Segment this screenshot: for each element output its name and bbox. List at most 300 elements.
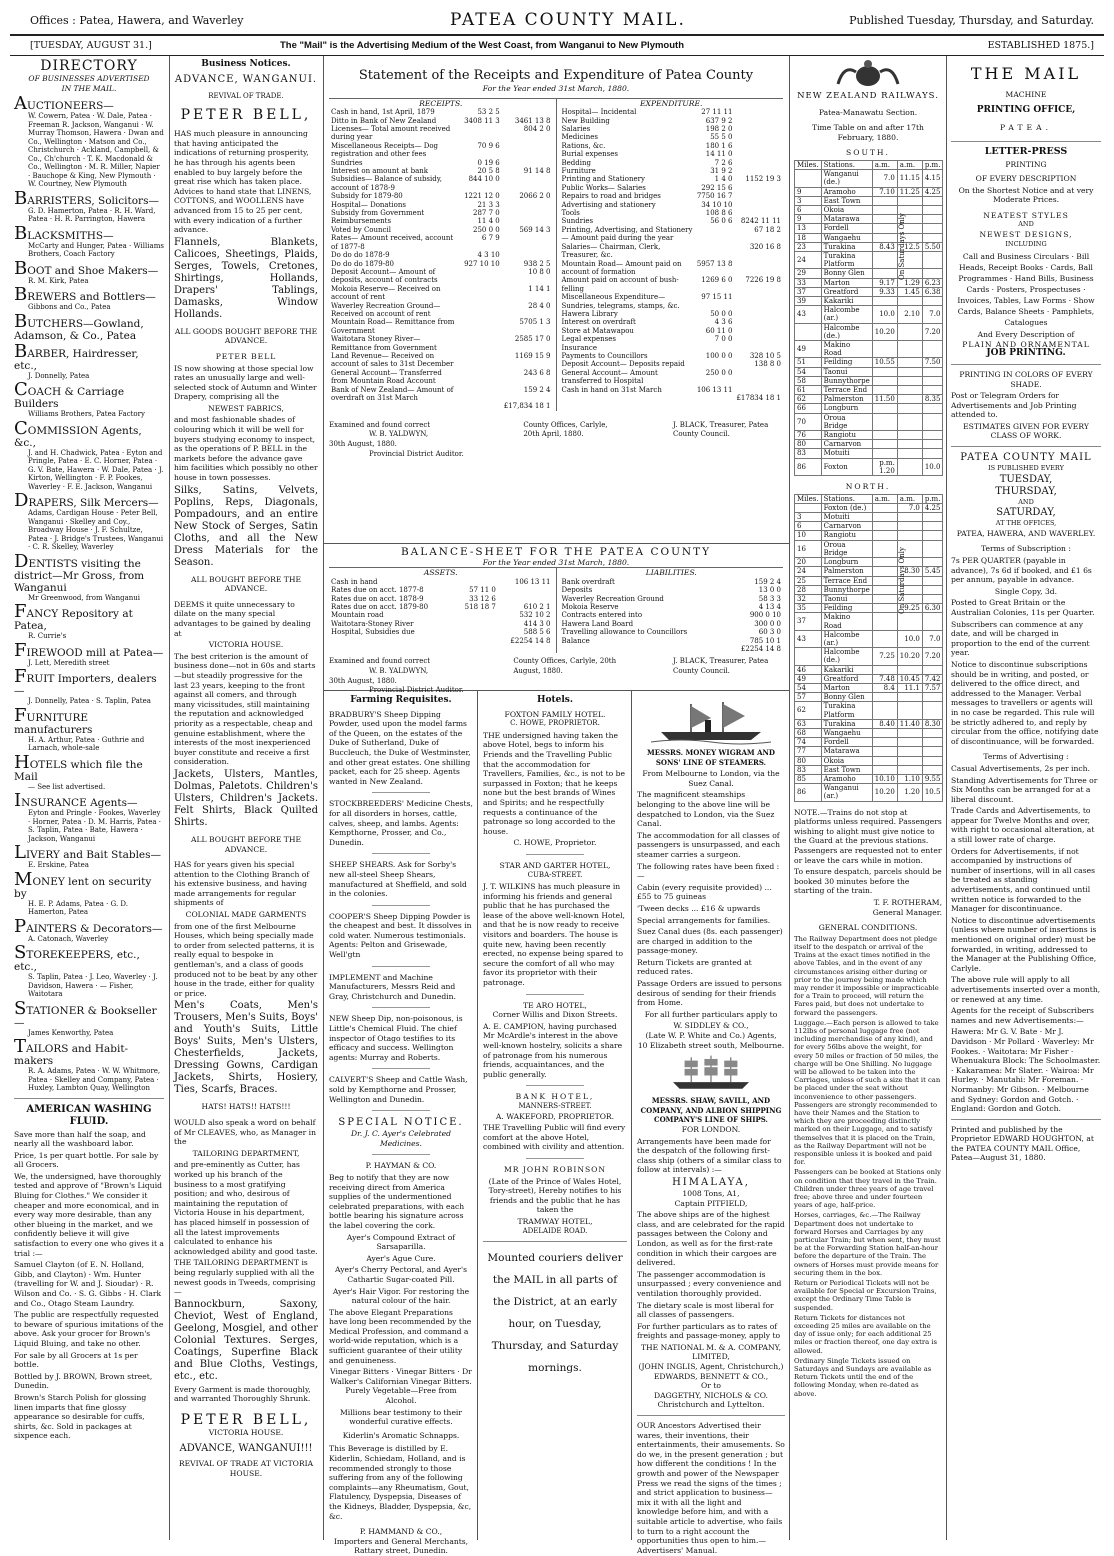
expenditure-row <box>560 175 784 183</box>
timetable-column-label: Miles. <box>795 160 822 169</box>
amount <box>734 184 783 192</box>
amount <box>734 209 783 217</box>
directory-heading <box>14 490 164 511</box>
foxton-text: THE undersigned having taken the above Hotel, begs to inform his Friends and the Travelling Public that the accommodation for Travellers, Families, &c., is not to be surpassed in Foxton; that he keeps none but the best brands of Wines and Spirits; and he respectfully requests a continuance of the patronage so long accorded to the house. <box>483 730 626 836</box>
timetable-cell: 10.20 <box>897 648 922 665</box>
amount: 300 0 0 <box>754 619 781 628</box>
timetable-cell <box>872 431 897 440</box>
shaw-savill-heading: MESSRS. SHAW, SAVILL, AND COMPANY, AND ALBION SHIPPING COMPANY'S LINE OF SHIPS. <box>640 1096 782 1125</box>
amount: 97 15 11 <box>701 293 733 302</box>
amount <box>734 201 783 209</box>
timetable-row <box>795 719 943 728</box>
directory-heading-text: UTCHERS—Gowland, Adamson, & Co., Patea <box>14 317 144 342</box>
passage-orders: Passage Orders are issued to persons desirous of sending for their friends from Home. <box>637 979 782 1008</box>
sailing-ship-illustration <box>651 1054 771 1092</box>
expenditure-row <box>560 276 784 293</box>
amount <box>498 595 553 603</box>
amount: 138 8 0 <box>754 360 781 369</box>
drop-initial: F <box>14 704 27 726</box>
hotels-column <box>483 694 627 1538</box>
divider <box>372 1154 430 1155</box>
timetable-cell <box>872 440 897 449</box>
amount <box>454 620 498 628</box>
amount: 569 14 3 <box>519 225 551 234</box>
robinson-heading: MR JOHN ROBINSON <box>503 1164 607 1174</box>
divider <box>526 1158 584 1159</box>
amount <box>734 344 783 352</box>
timetable-row <box>795 386 943 395</box>
timetable-cell: 10.55 <box>872 358 897 367</box>
amount <box>734 142 783 150</box>
newest-designs: NEWEST DESIGNS, <box>979 229 1073 239</box>
line-item: Land Revenue— Received on account of sales to 31st December <box>331 351 454 369</box>
directory-entry <box>14 666 164 706</box>
timetable-row <box>795 665 943 674</box>
directory-entry <box>14 257 164 286</box>
timetable-cell: 10.5 <box>922 784 943 801</box>
timetable-cell: 23 <box>795 242 822 251</box>
timetable-cell: 76 <box>795 431 822 440</box>
timetable-row <box>795 738 943 747</box>
line-item: Waitotara-Stoney River <box>331 619 414 628</box>
ayer-heading: Dr. J. C. Ayer's Celebrated Medicines. <box>350 1129 451 1148</box>
timetable-cell <box>872 376 897 385</box>
amount <box>462 318 502 335</box>
line-item: Licenses— Total amount received during year <box>331 125 451 142</box>
divider <box>372 792 430 793</box>
timetable-cell: 11.25 <box>897 187 922 196</box>
timetable-cell <box>922 558 943 567</box>
line-item: Rates due on acct. 1879-80 <box>331 603 429 611</box>
timetable-cell: 7.10 <box>872 187 897 196</box>
receipt-row <box>329 125 553 142</box>
directory-entry <box>14 284 164 312</box>
fluid-paragraph: We, the undersigned, have thoroughly tested and approve of "Brown's Liquid Bluing for Clothes." We consider it cheaper and more economical, and in every way more desirable, than any other blueing in the market, and we confidently believe it will give satisfaction to every one who gives it a trial :— <box>14 1171 164 1258</box>
drop-initial: M <box>14 868 33 890</box>
drop-initial: A <box>14 93 27 114</box>
line-item: Reimbursements <box>331 217 392 226</box>
station-name: Palmerston <box>821 395 872 404</box>
amount: 159 2 4 <box>523 385 551 394</box>
colonial-garments: COLONIAL MADE GARMENTS <box>185 910 307 920</box>
sidley-name: W. SIDDLEY & CO., <box>673 1021 749 1031</box>
directory-names: — See list advertised. <box>28 782 106 791</box>
directory-heading-text: OTELS which file the Mail <box>14 758 143 783</box>
receipt-row <box>329 159 553 167</box>
line-item <box>560 394 695 402</box>
amount: 50 0 0 <box>710 309 733 318</box>
divider <box>372 966 430 967</box>
directory-heading <box>14 942 164 973</box>
station-name: Halcombe (ar.) <box>821 306 872 323</box>
timetable-cell <box>897 449 922 458</box>
amount <box>734 150 783 158</box>
balance-period: For the Year ended 31st March, 1880. <box>482 557 630 567</box>
line-item: Burial expenses <box>561 150 618 159</box>
daggethy-nichols: DAGGETHY, NICHOLS & CO. <box>654 1390 768 1400</box>
amount <box>734 192 783 200</box>
directory-entry <box>14 751 164 792</box>
south-heading: SOUTH. <box>846 148 890 158</box>
hayman-text: Beg to notify that they are now receiving direct from America supplies of the undermentioned celebrated preparations, with each bottle bearing his signature across the label covering the cork. <box>329 1172 465 1230</box>
directory-names: G. D. Hamerton, Patea · R. H. Ward, Patea · H. R. Parrington, Hawera <box>28 206 156 223</box>
timetable-cell: 1.10 <box>897 774 922 783</box>
timetable-cell <box>922 269 943 278</box>
line-item: Mokoia Reserve— Received on account of rent <box>331 284 441 302</box>
goods-list-5: Bannockburn, Saxony, Cheviot, West of England, Geelong, Mosgiel, and other Colonial Textures. Serges, Coatings, Superfine Black and Blue Cloths, Vestings, etc., etc. <box>174 1298 318 1382</box>
station-name: Foxton (de.) <box>821 503 872 512</box>
timetable-cell: 58 <box>795 376 822 385</box>
timetable-cell <box>922 431 943 440</box>
timetable-cell: 80 <box>795 440 822 449</box>
station-name: Turakina <box>821 719 872 728</box>
liability-row <box>560 595 784 603</box>
timetable-cell <box>897 341 922 358</box>
manager-name: T. F. ROTHERAM, <box>873 897 942 907</box>
timetable-cell: 9.25 <box>897 604 922 613</box>
amount: 13 0 0 <box>758 586 781 595</box>
amount <box>454 611 498 619</box>
line-item: Advertising and stationery <box>561 200 656 209</box>
farming-ad: NEW Sheep Dip, non-poisonous, is Little's Chemical Fluid. The chief inspector of Otago testifies to its efficacy and success. Wellington agents: Murray and Roberts. <box>329 1014 463 1062</box>
mail-machine: MACHINE <box>1005 90 1047 99</box>
asset-row <box>329 586 553 594</box>
amount <box>734 159 783 167</box>
line-item: Payments to Councillors <box>561 351 648 360</box>
north-heading: NORTH. <box>845 482 891 492</box>
every-description: OF EVERY DESCRIPTION <box>975 173 1077 183</box>
timetable-cell: 10 <box>795 531 822 540</box>
timetable-row <box>795 702 943 719</box>
timetable-cell: 43 <box>795 306 822 323</box>
directory-heading-text: ENTISTS visiting the district—Mr Gross, from Wanganui <box>14 557 145 594</box>
station-name: East Town <box>821 765 872 774</box>
amount: 10 8 0 <box>528 267 551 276</box>
amount <box>498 586 553 594</box>
station-name: East Town <box>821 196 872 205</box>
condition-paragraph: Ordinary Single Tickets issued on Saturdays and Sundays are available as Return Tickets until the end of the following Monday, when re-dated as above. <box>794 1356 932 1398</box>
printing-list: Call and Business Circulars · Bill Heads, Receipt Books · Cards, Ball Programmes · Hand Bills, Business Cards · Posters, Prospectuses · Invoices, Tables, Law Forms · Show Cards, Balance Sheets · Pamphlets, Catalogues <box>957 252 1095 328</box>
timetable-cell <box>897 613 922 630</box>
timetable-column-label: a.m. <box>872 494 897 503</box>
receipt-row <box>329 117 553 125</box>
tramway-location: ADELAIDE ROAD. <box>522 1226 588 1235</box>
amount <box>454 578 498 586</box>
timetable-column-label: a.m. <box>872 160 897 169</box>
statement-period: For the Year ended 31st March, 1880. <box>482 84 630 93</box>
nma-company: THE NATIONAL M. & A. COMPANY, LIMITED, <box>640 1342 782 1362</box>
amount <box>734 369 783 386</box>
timetable-cell <box>922 513 943 522</box>
audit-date: 30th August, 1880. <box>329 440 397 448</box>
fluid-ad <box>14 1130 164 1441</box>
timetable-row <box>795 683 943 692</box>
notice-note: Notice to discontinue advertisements (unless where number of insertions is mentioned on original order) must be forwarded, in writing, addressed to the Manager at the Publishing Office, Carlyle. <box>951 915 1097 973</box>
timetable-row <box>795 503 943 512</box>
saturday-only-note: On Saturdays Only <box>898 212 906 280</box>
timetable-cell: 83 <box>795 449 822 458</box>
drop-initial: D <box>14 490 29 511</box>
line-item: Furniture <box>561 167 596 176</box>
south-timetable-wrap <box>794 160 942 476</box>
amount: 900 0 10 <box>749 611 781 620</box>
line-item: Mountain Road— Remittance from Government <box>331 318 455 335</box>
timetable-cell <box>872 630 897 647</box>
fashion-text: and most fashionable shades of colouring which it will be well for buyers studying economy to inspect, as the operations of P. BELL in the markets before the advance gave him facilities which possibly no other house in town possesses. <box>174 415 318 483</box>
station-name: Greatford <box>821 287 872 296</box>
line-item: Mountain road <box>331 611 384 620</box>
liability-row <box>560 586 784 594</box>
line-item: General Account— Transferred from Mountain Road Account <box>331 368 442 386</box>
amount: 518 18 7 <box>464 603 496 611</box>
station-name: Foxton <box>821 458 872 475</box>
amount: 328 10 5 <box>749 351 781 360</box>
divider <box>14 1098 164 1099</box>
shortest-notice: On the Shortest Notice and at very Moderate Prices. <box>958 185 1094 205</box>
expenditure-row <box>560 201 784 209</box>
statement-signatures <box>329 421 783 459</box>
amount: 532 10 2 <box>519 611 551 620</box>
foxton-proprietor: C. HOWE, PROPRIETOR. <box>510 719 600 728</box>
daggethy-address: Christchurch and Lyttelton. <box>657 1400 765 1410</box>
timetable-row <box>795 196 943 205</box>
receipt-row <box>329 260 553 268</box>
receipt-row <box>329 285 553 302</box>
amount: 1 14 1 <box>528 284 551 293</box>
colors-notice: PRINTING IN COLORS OF EVERY SHADE. <box>959 369 1093 389</box>
timetable-row <box>795 774 943 783</box>
timetable-cell: 85 <box>795 774 822 783</box>
line-item: General Account— Amount transferred to Hospital <box>561 368 658 386</box>
liability-row <box>560 603 784 611</box>
timetable-cell <box>872 205 897 214</box>
directory-names: J. Donnelly, Patea · S. Taplin, Patea <box>28 697 151 705</box>
directory-column <box>14 58 164 1538</box>
timetable-cell: 37 <box>795 613 822 630</box>
amount: 180 1 6 <box>705 141 733 150</box>
timetable-cell <box>922 404 943 413</box>
directory-names: R. M. Kirk, Patea <box>28 276 89 285</box>
directory-heading <box>14 751 164 783</box>
timetable-cell: 77 <box>795 747 822 756</box>
line-item: Printing, Advertising, and Stationery— Amount paid during the year <box>561 225 693 243</box>
timetable-cell <box>872 604 897 613</box>
fluid-paragraph: Bottled by J. BROWN, Brown street, Dunedin. <box>14 1371 153 1391</box>
timetable-cell: 8.35 <box>922 395 943 404</box>
expenditure-row <box>560 344 784 352</box>
directory-names: R. A. Adams, Patea · W. W. Whitmore, Patea · Skelley and Company, Patea · Huxley, Lambton Quay, Wellington <box>28 1067 161 1092</box>
line-item: Bank of New Zealand— Amount of overdraft on 31st March <box>331 385 454 402</box>
timetable-cell <box>897 395 922 404</box>
expenditure-row <box>560 125 784 133</box>
timetable-cell <box>872 747 897 756</box>
amount <box>462 125 502 142</box>
amount: 70 9 6 <box>477 141 500 150</box>
day-saturday: SATURDAY, <box>996 507 1056 519</box>
timetable-cell: 10.0 <box>922 458 943 475</box>
line-item: Interest on amount at bank <box>331 167 428 176</box>
colonial-text: from one of the first Melbourne Houses, which being specially made to order from selected patterns, it is really equal to bespoke in gentleman's, and a class of goods produced not to be beat by any other house in the trade, either for quality or price. <box>174 921 318 998</box>
receipt-row <box>329 226 553 234</box>
directory-heading-text: OOT and Shoe Makers— <box>27 264 159 277</box>
amount: 7 0 0 <box>714 335 733 344</box>
timetable-cell <box>922 585 943 594</box>
special-notice: SPECIAL NOTICE. <box>338 1117 464 1129</box>
timetable-cell <box>922 540 943 557</box>
pcm-heading: PATEA COUNTY MAIL <box>960 452 1092 464</box>
timetable-cell: 7.20 <box>922 648 943 665</box>
directory-heading-text: NSURANCE Agents— <box>21 797 138 809</box>
station-name: Bonny Glen <box>821 269 872 278</box>
amount: 60 3 0 <box>758 628 781 637</box>
dateline-rule <box>10 55 1104 56</box>
drop-initial: B <box>14 187 28 209</box>
amount: 1221 12 0 <box>464 192 500 201</box>
balance-sheet-section <box>329 546 783 695</box>
line-item: Contracts entered into <box>561 611 643 620</box>
directory-heading-text: UCTIONEERS— <box>27 100 114 112</box>
line-item: Hospital, Subsidies due <box>331 628 415 637</box>
timetable-cell: 32 <box>795 594 822 603</box>
timetable-cell: 9 <box>795 215 822 224</box>
timetable-cell <box>872 693 897 702</box>
publication-days: Published Tuesday, Thursday, and Saturday. <box>849 14 1094 27</box>
timetable-cell: 62 <box>795 702 822 719</box>
directory-heading <box>14 639 164 661</box>
station-name: Terrace End <box>821 386 872 395</box>
expenditure-row <box>560 150 784 158</box>
receipt-row <box>329 369 553 386</box>
timetable-row <box>795 765 943 774</box>
directory-heading <box>14 417 164 449</box>
directory-names: R. Currie's <box>28 632 67 640</box>
amount: 588 5 6 <box>523 628 551 637</box>
timetable-cell <box>897 702 922 719</box>
line-item: Sundries <box>561 217 594 226</box>
timetable-row <box>795 540 943 557</box>
directory-entry <box>14 93 164 189</box>
timetable-cell: 8.30 <box>922 719 943 728</box>
established: ESTABLISHED 1875.] <box>987 40 1094 51</box>
drop-initial: S <box>14 942 27 963</box>
line-item: Printing and Stationery <box>561 175 645 184</box>
directory-entry <box>14 842 164 870</box>
timetable-cell: 7.25 <box>872 648 897 665</box>
station-name: Matarawa <box>821 215 872 224</box>
hats-heading: HATS! HATS!! HATS!!! <box>201 1102 291 1112</box>
amount: 7750 16 7 <box>696 192 733 201</box>
expenditure-table <box>560 108 784 402</box>
shipping-column <box>637 694 785 1555</box>
amount: 414 3 0 <box>523 619 551 628</box>
expenditure-row <box>560 335 784 343</box>
amount <box>695 394 735 402</box>
fluid-paragraph: Save more than half the soap, and nearly all the washboard labor. <box>14 1129 146 1149</box>
directory-names: A. Catonach, Waverley <box>28 934 109 943</box>
farming-ad: STOCKBREEDERS' Medicine Chests, for all disorders in horses, cattle, calves, sheep, and lambs. Agents: Kempthorne, Prosser, and Co., Dunedin. <box>329 799 473 847</box>
timetable-cell <box>897 531 922 540</box>
timetable-cell <box>922 756 943 765</box>
timetable-cell <box>922 576 943 585</box>
expenditure-row <box>560 310 784 318</box>
fluid-paragraph: The public are respectfully requested to beware of spurious imitations of the above. Ask your grocer for Brown's Liquid Bluing, and take no other. <box>14 1310 164 1348</box>
amount: 53 2 5 <box>477 108 500 117</box>
station-name: Kakariki <box>821 665 872 674</box>
receipt-row <box>329 201 553 209</box>
expenditure-row <box>560 293 784 310</box>
timetable-cell <box>872 702 897 719</box>
timetable-header <box>795 494 943 503</box>
directory-heading-text: TOREKEEPERS, etc., etc., <box>14 949 140 973</box>
receipt-row <box>329 167 553 175</box>
timetable-cell <box>922 233 943 242</box>
station-name: Carnarvon <box>821 440 872 449</box>
timetable-cell: 7.50 <box>922 358 943 367</box>
timetable-cell <box>922 367 943 376</box>
timetable-cell <box>922 297 943 306</box>
directory-entry <box>14 379 164 419</box>
amount: 159 2 4 <box>754 577 781 586</box>
would-text: WOULD also speak a word on behalf of Mr CLEAVES, who, as Manager in the <box>174 1118 316 1147</box>
neatest-styles: NEATEST STYLES <box>983 210 1069 220</box>
line-item: Subsidies— Balance of subsidy, account of 1878-9 <box>331 175 442 192</box>
amount: £17,834 18 1 <box>503 402 551 411</box>
timetable-cell: 49 <box>795 674 822 683</box>
timetable-cell <box>872 567 897 576</box>
peter-bell-footer: PETER BELL, <box>180 1411 312 1428</box>
bank-hotel: BANK HOTEL, <box>515 1092 595 1102</box>
timetable-cell <box>897 665 922 674</box>
amount: 7 2 6 <box>714 158 733 167</box>
money-wigram-heading: MESSRS. MONEY WIGRAM AND SONS' LINE OF STEAMERS. <box>647 748 775 767</box>
amount: 5957 13 8 <box>696 259 733 268</box>
deems-text: DEEMS it quite unnecessary to dilate on the many special advantages to be gained by dealing at <box>174 599 311 638</box>
timetable-cell: 46 <box>795 665 822 674</box>
auditor-name: W. B. YALDWYN, <box>369 667 429 676</box>
timetable-cell: 7.42 <box>922 674 943 683</box>
amount: 100 0 0 <box>705 351 733 360</box>
amount: 21 3 3 <box>477 200 500 209</box>
timetable-cell <box>922 747 943 756</box>
timetable-cell: 1.20 <box>897 784 922 801</box>
auditor-role: Provincial District Auditor. <box>369 686 464 695</box>
receipt-row <box>329 352 553 369</box>
timetable-cell: 28 <box>795 585 822 594</box>
timetable-cell: 10.20 <box>872 323 897 340</box>
amount <box>502 159 553 167</box>
timetable-cell: p.m. 1.20 <box>872 458 897 475</box>
line-item: Rates due on acct. 1878-9 <box>331 594 424 603</box>
line-item: Waverley Recreation Ground— Received on account of rent <box>331 301 441 318</box>
subscription-terms: Terms of Subscription : <box>981 544 1071 554</box>
station-name: Kakariki <box>821 297 872 306</box>
bought-notice-1: ALL GOODS BOUGHT BEFORE THE ADVANCE. <box>174 326 318 346</box>
bank-text: THE Travelling Public will find every comfort at the above Hotel, combined with civility and attention. <box>483 1123 626 1152</box>
timetable-cell: 68 <box>795 728 822 737</box>
farming-ad: IMPLEMENT and Machine Manufacturers, Messrs Reid and Gray, Christchurch and Dunedin. <box>329 972 456 1001</box>
posted-rate: Posted to Great Britain or the Australian Colonies, 11s per Quarter. <box>951 598 1095 617</box>
timetable-cell <box>897 522 922 531</box>
timetable-cell <box>872 269 897 278</box>
directory-names: J. Donnelly, Patea <box>28 371 90 380</box>
timetable-row <box>795 215 943 224</box>
timetable-row <box>795 531 943 540</box>
amount: 4 3 10 <box>477 251 500 260</box>
timetable-cell <box>872 531 897 540</box>
railways-section: Patea-Manawatu Section. <box>818 107 918 117</box>
timetable-row <box>795 376 943 385</box>
including-label: INCLUDING <box>1005 239 1047 248</box>
